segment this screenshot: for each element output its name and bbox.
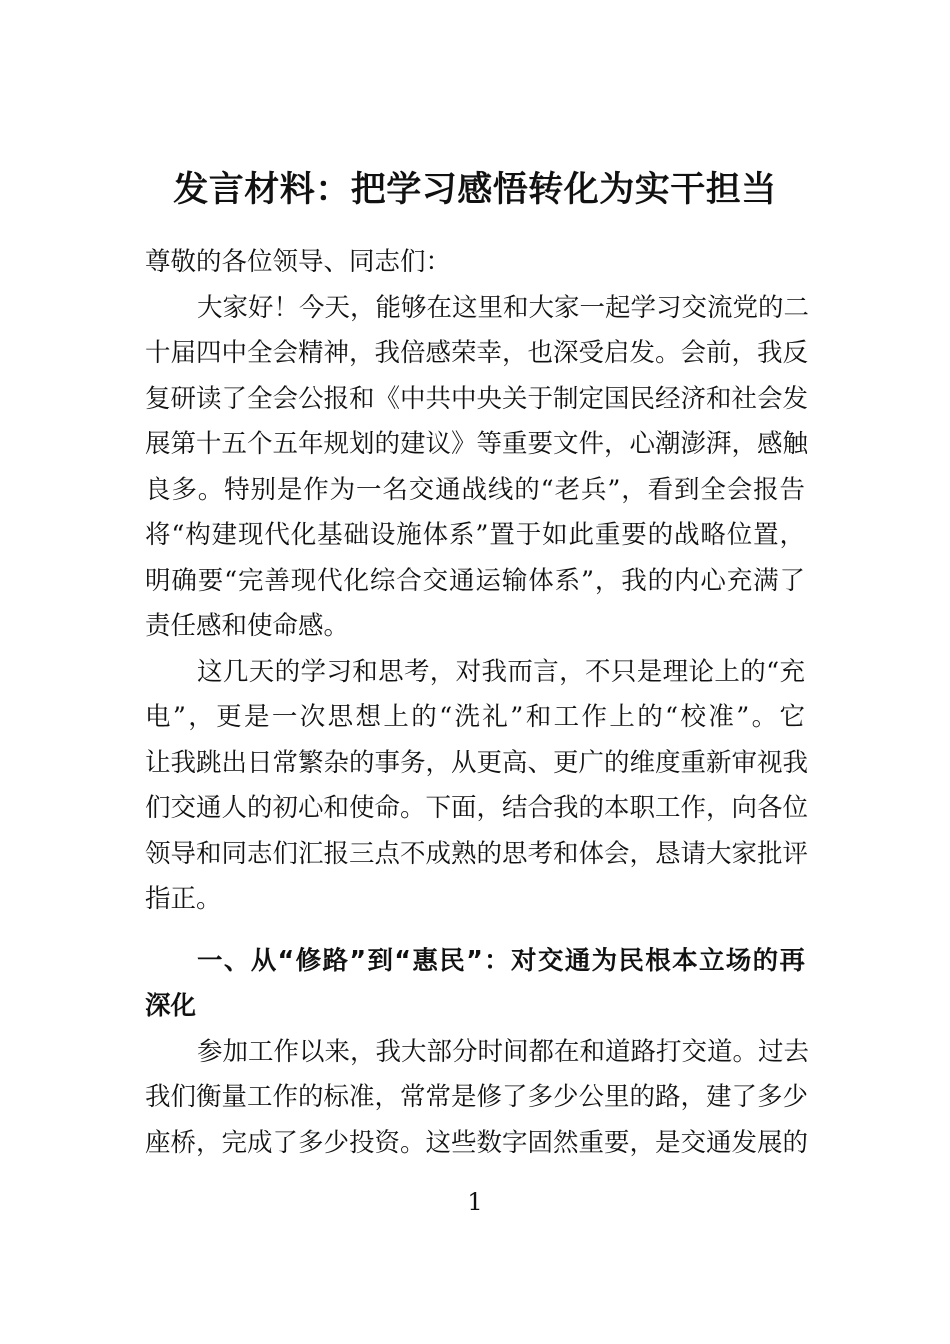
text-line: 让我跳出日常繁杂的事务，从更高、更广的维度重新审视我	[145, 747, 809, 778]
text-line: 我们衡量工作的标准，常常是修了多少公里的路，建了多少	[145, 1082, 809, 1112]
text-line: 参加工作以来，我大部分时间都在和道路打交道。过去	[197, 1036, 810, 1067]
text-line: 指正。	[145, 884, 222, 914]
heading-line: 深化	[145, 991, 197, 1021]
text-line: 责任感和使命感。	[145, 611, 350, 641]
document-body	[145, 240, 810, 1166]
text-line: 这几天的学习和思考，对我而言，不只是理论上的“充	[197, 656, 805, 687]
text-line: 大家好！今天，能够在这里和大家一起学习交流党的二	[197, 292, 810, 323]
text-line: 复研读了全会公报和《中共中央关于制定国民经济和社会发	[145, 383, 809, 414]
text-line: 电”，更是一次思想上的“洗礼”和工作上的“校准”。它	[145, 702, 805, 732]
paragraph-1	[145, 286, 810, 650]
heading-line: 一、从“修路”到“惠民”：对交通为民根本立场的再	[197, 945, 805, 976]
paragraph-2	[145, 650, 809, 923]
salutation: 尊敬的各位领导、同志们：	[145, 247, 452, 277]
text-line: 展第十五个五年规划的建议》等重要文件，心潮澎湃，感触	[145, 429, 809, 459]
paragraph-3	[145, 1030, 810, 1167]
text-line: 们交通人的初心和使命。下面，结合我的本职工作，向各位	[145, 793, 809, 823]
text-line: 良多。特别是作为一名交通战线的“老兵”，看到全会报告	[145, 474, 805, 505]
text-line: 十届四中全会精神，我倍感荣幸，也深受启发。会前，我反	[145, 338, 809, 368]
text-line: 将“构建现代化基础设施体系”置于如此重要的战略位置，	[145, 520, 805, 550]
text-line: 领导和同志们汇报三点不成熟的思考和体会，恳请大家批评	[145, 838, 809, 869]
document-title: 发言材料：把学习感悟转化为实干担当	[173, 169, 777, 210]
section-heading-1	[145, 939, 805, 1030]
page-number: 1	[467, 1188, 483, 1216]
text-line: 座桥，完成了多少投资。这些数字固然重要，是交通发展的	[145, 1127, 809, 1158]
text-line: 明确要“完善现代化综合交通运输体系”，我的内心充满了	[145, 565, 805, 596]
